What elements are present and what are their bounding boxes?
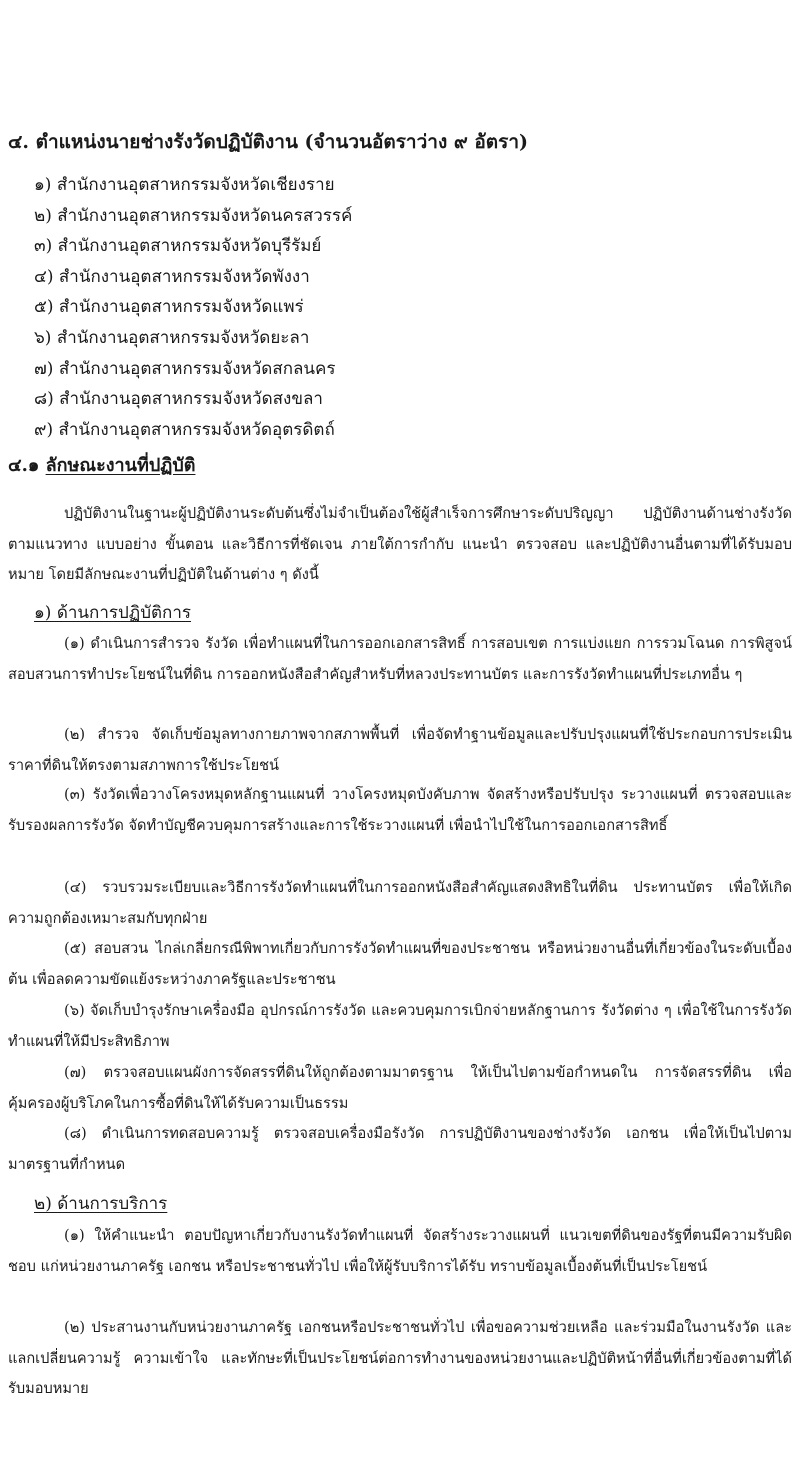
services-item-1: (๑) ให้คำแนะนำ ตอบปัญหาเกี่ยวกับงานรังวัดทำแผนที่ จัดสร้างระวางแผนที่ แนวเขตที่ดินของรัฐที่ตนมีความรับผิดชอบ แก่หน่วยงานภาครัฐ เอกชน หรือประชาชนทั่วไป เพื่อให้ผู้รับบริการได้รับ ทราบข้อมูลเบื้องต้นที่เป็นประโยชน์	[8, 1227, 792, 1275]
list-item: ๕) สำนักงานอุตสาหกรรมจังหวัดแพร่	[34, 297, 304, 318]
section-title	[8, 452, 195, 480]
operations-item-3: (๓) รังวัดเพื่อวางโครงหมุดหลักฐานแผนที่ วางโครงหมุดบังคับภาพ จัดสร้างหรือปรับปรุง ระวางแผนที่ ตรวจสอบและรับรองผลการรังวัด จัดทำบัญชีควบคุมการสร้างและการใช้ระวางแผนที่ เพื่อนำไปใช้ในการออกเอกสารสิทธิ์	[8, 786, 792, 834]
operations-item-6: (๖) จัดเก็บบำรุงรักษาเครื่องมือ อุปกรณ์การรังวัด และควบคุมการเบิกจ่ายหลักฐานการ รังวัดต่าง ๆ เพื่อใช้ในการรังวัดทำแผนที่ให้มีประสิทธิภาพ	[8, 1002, 792, 1050]
operations-item-4: (๔) รวบรวมระเบียบและวิธีการรังวัดทำแผนที่ในการออกหนังสือสำคัญแสดงสิทธิในที่ดิน ประทานบัตร เพื่อให้เกิดความถูกต้องเหมาะสมกับทุกฝ่าย	[8, 879, 792, 927]
list-item: ๖) สำนักงานอุตสาหกรรมจังหวัดยะลา	[34, 327, 310, 348]
position-heading: ๔. ตำแหน่งนายช่างรังวัดปฏิบัติงาน (จำนวนอัตราว่าง ๙ อัตรา)	[8, 131, 528, 153]
section-intro: ปฏิบัติงานในฐานะผู้ปฏิบัติงานระดับต้นซึ่งไม่จำเป็นต้องใช้ผู้สำเร็จการศึกษาระดับปริญญา ปฏิบัติงานด้านช่างรังวัด ตามแนวทาง แบบอย่าง ขั้นตอน และวิธีการที่ชัดเจน ภายใต้การกำกับ แนะนำ ตรวจสอบ และปฏิบัติงานอื่นตามที่ได้รับมอบหมาย โดยมีลักษณะงานที่ปฏิบัติในด้านต่าง ๆ ดังนี้	[8, 505, 792, 583]
operations-item-1: (๑) ดำเนินการสำรวจ รังวัด เพื่อทำแผนที่ในการออกเอกสารสิทธิ์ การสอบเขต การแบ่งแยก การรวมโฉนด การพิสูจน์สอบสวนการทำประโยชน์ในที่ดิน การออกหนังสือสำคัญสำหรับที่หลวงประทานบัตร และการรังวัดทำแผนที่ประเภทอื่น ๆ	[8, 635, 792, 683]
list-item: ๘) สำนักงานอุตสาหกรรมจังหวัดสงขลา	[34, 389, 323, 410]
operations-title: ๑) ด้านการปฏิบัติการ	[34, 603, 192, 623]
list-item: ๔) สำนักงานอุตสาหกรรมจังหวัดพังงา	[34, 266, 310, 287]
operations-item-2: (๒) สำรวจ จัดเก็บข้อมูลทางกายภาพจากสภาพพื้นที่ เพื่อจัดทำฐานข้อมูลและปรับปรุงแผนที่ใช้ประกอบการประเมินราคาที่ดินให้ตรงตามสภาพการใช้ประโยชน์	[8, 726, 792, 774]
section-number: ๔.๑	[8, 455, 46, 476]
operations-item-5: (๕) สอบสวน ไกล่เกลี่ยกรณีพิพาทเกี่ยวกับการรังวัดทำแผนที่ของประชาชน หรือหน่วยงานอื่นที่เกี่ยวข้องในระดับเบื้องต้น เพื่อลดความขัดแย้งระหว่างภาครัฐและประชาชน	[8, 940, 792, 988]
list-item: ๑) สำนักงานอุตสาหกรรมจังหวัดเชียงราย	[34, 175, 335, 195]
office-list	[34, 170, 352, 445]
section-title-text: ลักษณะงานที่ปฏิบัติ	[45, 455, 196, 476]
operations-item-7: (๗) ตรวจสอบแผนผังการจัดสรรที่ดินให้ถูกต้องตามมาตรฐาน ให้เป็นไปตามข้อกำหนดใน การจัดสรรที่ดิน เพื่อคุ้มครองผู้บริโภคในการซื้อที่ดินให้ได้รับความเป็นธรรม	[8, 1064, 792, 1112]
operations-item-8: (๘) ดำเนินการทดสอบความรู้ ตรวจสอบเครื่องมือรังวัด การปฏิบัติงานของช่างรังวัด เอกชน เพื่อให้เป็นไปตามมาตรฐานที่กำหนด	[8, 1125, 792, 1173]
services-item-2: (๒) ประสานงานกับหน่วยงานภาครัฐ เอกชนหรือประชาชนทั่วไป เพื่อขอความช่วยเหลือ และร่วมมือในงานรังวัด และแลกเปลี่ยนความรู้ ความเข้าใจ และทักษะที่เป็นประโยชน์ต่อการทำงานของหน่วยงานและปฏิบัติหน้าที่อื่นที่เกี่ยวข้องตามที่ได้รับมอบหมาย	[8, 1319, 792, 1397]
list-item: ๒) สำนักงานอุตสาหกรรมจังหวัดนครสวรรค์	[34, 205, 353, 226]
services-title: ๒) ด้านการบริการ	[34, 1194, 168, 1214]
list-item: ๓) สำนักงานอุตสาหกรรมจังหวัดบุรีรัมย์	[34, 236, 322, 257]
list-item: ๙) สำนักงานอุตสาหกรรมจังหวัดอุตรดิตถ์	[34, 419, 335, 440]
list-item: ๗) สำนักงานอุตสาหกรรมจังหวัดสกลนคร	[34, 358, 336, 379]
